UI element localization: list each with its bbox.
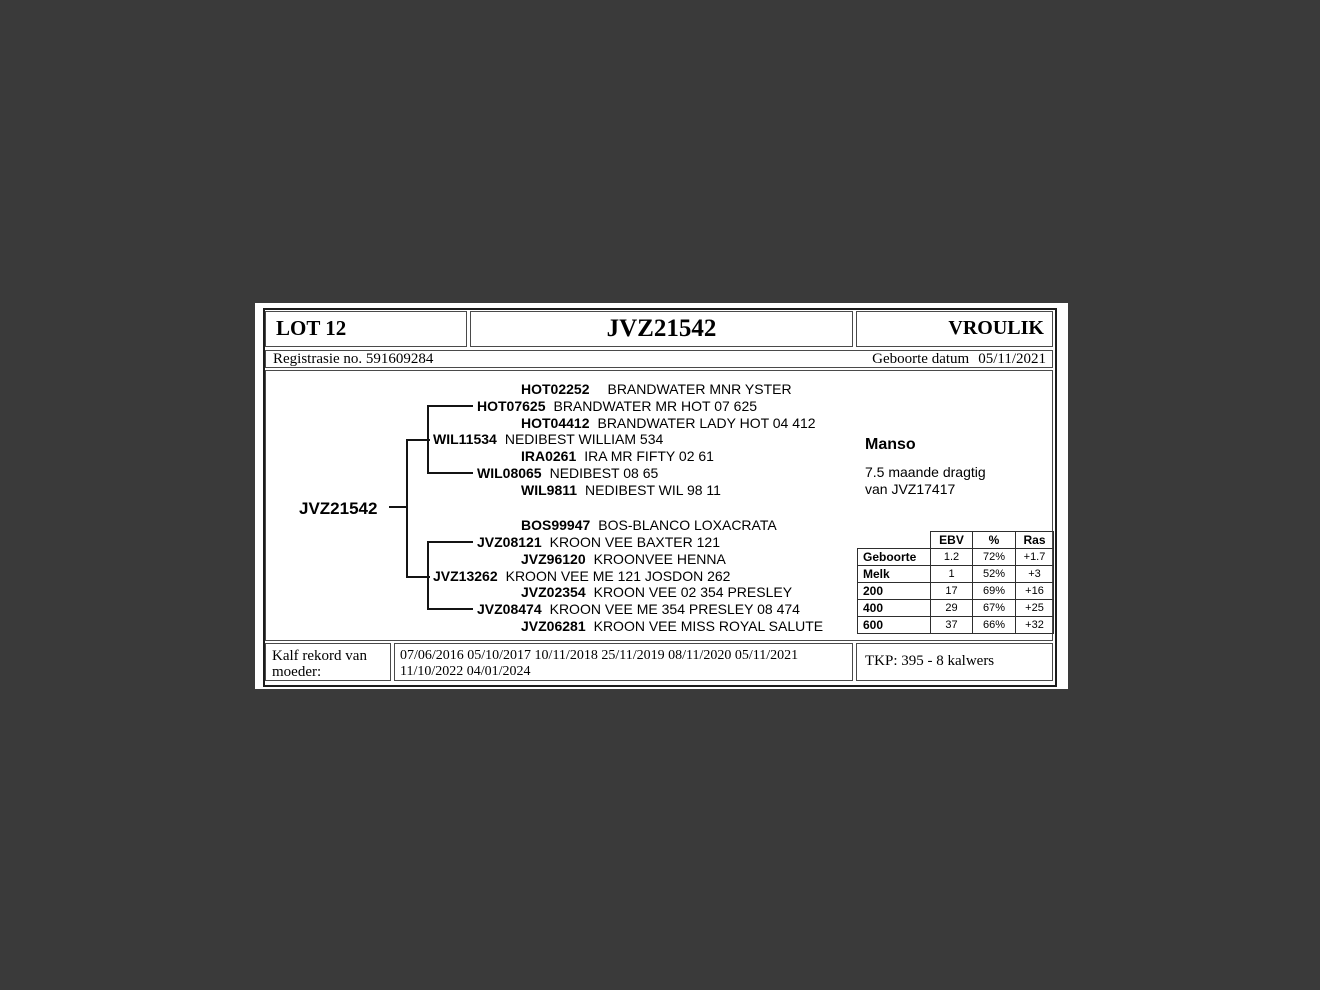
pedigree-animal-name: KROON VEE ME 121 JOSDON 262 [505,568,731,584]
sex-box [856,311,1053,347]
pedigree-animal-name: KROON VEE 02 354 PRESLEY [593,584,793,600]
pedigree-row [433,431,663,447]
pedigree-animal-name: BRANDWATER MR HOT 07 625 [553,398,758,414]
calf-record-dates-line1: 07/06/2016 05/10/2017 10/11/2018 25/11/2019 08/11/2020 05/11/2021 [400,648,799,663]
ebv-accuracy: 52% [973,566,1016,583]
birth-date-value: 05/11/2021 [978,350,1046,367]
registration-row [265,350,1053,368]
pedigree-animal-id: JVZ08474 [477,601,542,617]
pedigree-animal-name: IRA MR FIFTY 02 61 [584,448,714,464]
ebv-row [858,583,1054,600]
pedigree-row [521,551,726,567]
pedigree-animal-name: BRANDWATER LADY HOT 04 412 [597,415,816,431]
ebv-accuracy: 66% [973,617,1016,634]
ebv-row [858,600,1054,617]
ebv-accuracy: 69% [973,583,1016,600]
ebv-breed-avg: +1.7 [1016,549,1054,566]
birth-date-label: Geboorte datum [872,350,970,367]
calf-record-label-box [265,643,391,681]
calf-record-dates-line2: 11/10/2022 04/01/2024 [400,664,531,679]
tree-line [427,405,429,474]
ebv-accuracy: 67% [973,600,1016,617]
animal-id-box [470,311,853,347]
pedigree-animal-id: JVZ02354 [521,584,586,600]
ebv-table [857,531,1054,634]
ebv-row [858,566,1054,583]
ebv-row-label: 600 [858,617,931,634]
pedigree-row [477,398,757,414]
ebv-header-row [858,532,1054,549]
sex-label: VROULIK [948,317,1044,339]
ebv-header-ras: Ras [1016,532,1054,549]
pedigree-animal-name: KROON VEE ME 354 PRESLEY 08 474 [549,601,800,617]
pedigree-row [521,381,792,397]
pedigree-row [521,415,816,431]
tree-line [406,439,408,578]
ebv-header-pct: % [973,532,1016,549]
tree-line [427,405,473,407]
pedigree-row [433,568,730,584]
tkp-value: TKP: 395 - 8 kalwers [865,653,995,669]
pedigree-animal-id: WIL9811 [521,482,578,498]
pedigree-animal-id: JVZ13262 [433,568,498,584]
ebv-breed-avg: +32 [1016,617,1054,634]
tree-line [427,608,473,610]
ebv-value: 17 [931,583,973,600]
pedigree-animal-name: BRANDWATER MNR YSTER [607,381,792,397]
ebv-value: 1 [931,566,973,583]
lot-card [255,303,1068,689]
birth-date-group [872,351,1046,368]
pedigree-row [521,482,721,498]
pedigree-animal-id: JVZ08121 [477,534,542,550]
pedigree-animal-id: HOT07625 [477,398,546,414]
ebv-row [858,549,1054,566]
calf-record-label-line1: Kalf rekord van [272,648,367,664]
pedigree-animal-id: JVZ06281 [521,618,586,634]
ebv-breed-avg: +25 [1016,600,1054,617]
ebv-blank-cell [858,532,931,549]
tree-line [427,472,473,474]
pedigree-row [521,618,823,634]
pedigree-animal-name: KROON VEE BAXTER 121 [549,534,721,550]
calf-record-label-line2: moeder: [272,664,322,680]
pedigree-animal-name: NEDIBEST WIL 98 11 [585,482,721,498]
lot-number: LOT 12 [276,316,347,340]
pedigree-animal-name: NEDIBEST 08 65 [549,465,659,481]
ebv-row-label: Melk [858,566,931,583]
pregnancy-status-line1: 7.5 maande dragtig [865,464,986,480]
animal-id-title: JVZ21542 [606,315,717,342]
pedigree-row [521,448,714,464]
ebv-accuracy: 72% [973,549,1016,566]
ebv-breed-avg: +16 [1016,583,1054,600]
pedigree-subject-id: JVZ21542 [299,499,378,518]
pedigree-animal-id: IRA0261 [521,448,577,464]
pedigree-row [477,534,720,550]
pedigree-animal-id: HOT02252 [521,381,590,397]
pedigree-row [477,465,658,481]
lot-number-box [265,311,467,347]
ebv-value: 37 [931,617,973,634]
pedigree-animal-id: BOS99947 [521,517,591,533]
pedigree-row [477,601,800,617]
ebv-row-label: 400 [858,600,931,617]
tree-line [389,506,406,508]
pedigree-animal-id: HOT04412 [521,415,590,431]
ebv-breed-avg: +3 [1016,566,1054,583]
pregnancy-status-line2: van JVZ17417 [865,481,956,497]
ebv-value: 1.2 [931,549,973,566]
pedigree-animal-id: JVZ96120 [521,551,586,567]
pedigree-animal-name: KROONVEE HENNA [593,551,726,567]
registration-number: Registrasie no. 591609284 [273,350,434,367]
pedigree-animal-id: WIL11534 [433,431,497,447]
ebv-value: 29 [931,600,973,617]
calf-record-dates-box [394,643,853,681]
pedigree-animal-name: BOS-BLANCO LOXACRATA [598,517,777,533]
pedigree-row [521,584,792,600]
tree-line [427,541,429,610]
pedigree-row [521,517,777,533]
tkp-box [856,643,1053,681]
ebv-row-label: Geboorte [858,549,931,566]
ebv-row-label: 200 [858,583,931,600]
pedigree-animal-name: NEDIBEST WILLIAM 534 [504,431,664,447]
pedigree-animal-id: WIL08065 [477,465,542,481]
breed-label: Manso [865,436,916,453]
tree-line [427,541,473,543]
pedigree-animal-name: KROON VEE MISS ROYAL SALUTE [593,618,824,634]
ebv-row [858,617,1054,634]
ebv-header-ebv: EBV [931,532,973,549]
